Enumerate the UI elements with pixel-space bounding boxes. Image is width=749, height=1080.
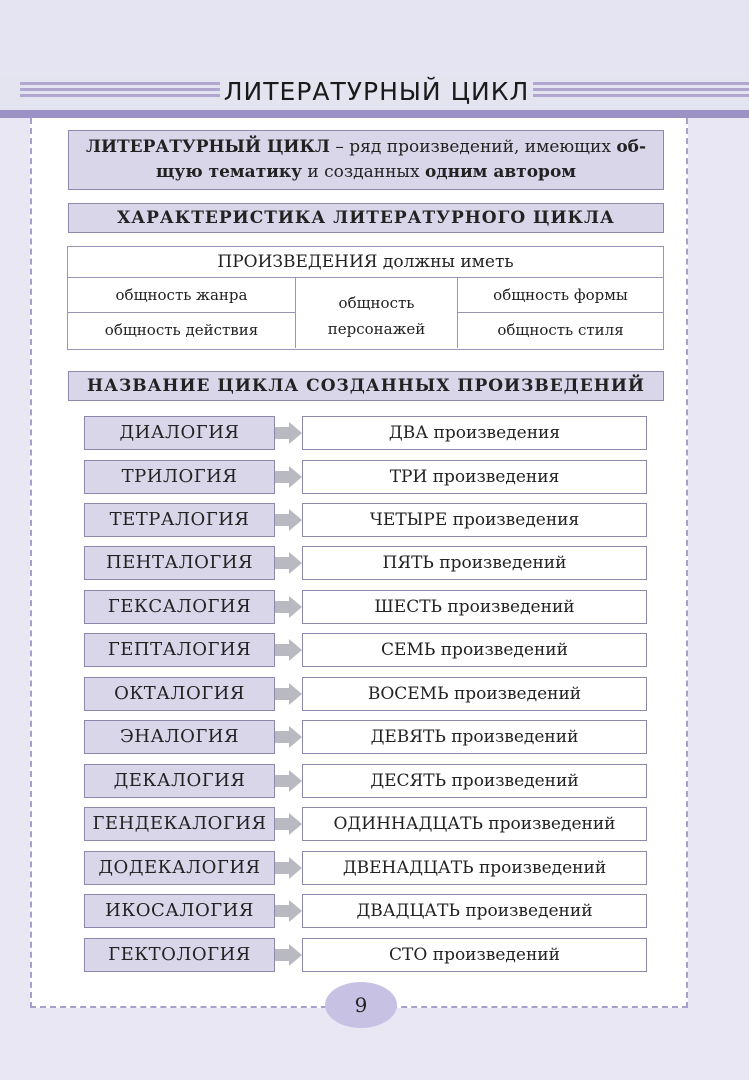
arrow-right-icon <box>275 900 302 922</box>
cycle-name: ГЕКТОЛОГИЯ <box>84 938 275 972</box>
arrow-right-icon <box>275 944 302 966</box>
characteristics-header: ПРОИЗВЕДЕНИЯ должны иметь <box>68 247 663 278</box>
definition-bold-1: об-щую тематику <box>155 137 647 182</box>
cycle-count: ПЯТЬ произведений <box>302 546 647 580</box>
definition-text-2: и созданных <box>302 162 425 182</box>
header-rule <box>0 110 749 118</box>
characteristics-table <box>67 246 664 350</box>
cycle-row <box>0 764 749 800</box>
arrow-right-icon <box>275 857 302 879</box>
cell-characters <box>296 278 457 348</box>
cycle-count: ШЕСТЬ произведений <box>302 590 647 624</box>
cycle-name: ГЕПТАЛОГИЯ <box>84 633 275 667</box>
cycle-count: ДВЕНАДЦАТЬ произведений <box>302 851 647 885</box>
arrow-right-icon <box>275 422 302 444</box>
cell-style: общность стиля <box>457 313 663 348</box>
cycle-name: ЭНАЛОГИЯ <box>84 720 275 754</box>
definition-text-1: – ряд произведений, имеющих <box>329 137 617 157</box>
cycle-count: ТРИ произведения <box>302 460 647 494</box>
cycle-name: ГЕНДЕКАЛОГИЯ <box>84 807 275 841</box>
cycle-count: СТО произведений <box>302 938 647 972</box>
cycle-count: ВОСЕМЬ произведений <box>302 677 647 711</box>
page-title: ЛИТЕРАТУРНЫЙ ЦИКЛ <box>223 77 530 106</box>
cycle-name: ОКТАЛОГИЯ <box>84 677 275 711</box>
cycle-count: СЕМЬ произведений <box>302 633 647 667</box>
definition-box <box>68 130 664 190</box>
arrow-right-icon <box>275 596 302 618</box>
cycle-count: ЧЕТЫРЕ произведения <box>302 503 647 537</box>
arrow-right-icon <box>275 770 302 792</box>
cycle-name: ДОДЕКАЛОГИЯ <box>84 851 275 885</box>
cell-characters-line1: общность <box>338 294 415 312</box>
cycle-count: ОДИННАДЦАТЬ произведений <box>302 807 647 841</box>
header-stripes-left <box>20 82 220 104</box>
cycle-row <box>0 677 749 713</box>
cycle-name: ГЕКСАЛОГИЯ <box>84 590 275 624</box>
cycle-row <box>0 460 749 496</box>
cycle-name: ТЕТРАЛОГИЯ <box>84 503 275 537</box>
cycle-count: ДВАДЦАТЬ произведений <box>302 894 647 928</box>
cycle-row <box>0 503 749 539</box>
cycle-row <box>0 851 749 887</box>
cycle-count: ДЕВЯТЬ произведений <box>302 720 647 754</box>
arrow-right-icon <box>275 813 302 835</box>
arrow-right-icon <box>275 639 302 661</box>
cycle-name: ТРИЛОГИЯ <box>84 460 275 494</box>
characteristics-title: ХАРАКТЕРИСТИКА ЛИТЕРАТУРНОГО ЦИКЛА <box>68 203 664 233</box>
arrow-right-icon <box>275 552 302 574</box>
cycle-name: ДЕКАЛОГИЯ <box>84 764 275 798</box>
cycle-row <box>0 633 749 669</box>
cycle-row <box>0 416 749 452</box>
arrow-right-icon <box>275 466 302 488</box>
cycle-row <box>0 894 749 930</box>
cell-form: общность формы <box>457 278 663 313</box>
cycle-row <box>0 720 749 756</box>
header-stripes-right <box>533 82 749 104</box>
definition-bold-2: одним автором <box>424 162 577 182</box>
arrow-right-icon <box>275 726 302 748</box>
cycle-row <box>0 938 749 974</box>
cycle-count: ДЕСЯТЬ произведений <box>302 764 647 798</box>
cycle-row <box>0 546 749 582</box>
cycle-row <box>0 590 749 626</box>
arrow-right-icon <box>275 509 302 531</box>
cycle-count: ДВА произведения <box>302 416 647 450</box>
cycle-name: ИКОСАЛОГИЯ <box>84 894 275 928</box>
cell-characters-line2: персонажей <box>327 320 426 338</box>
header-band <box>0 0 749 75</box>
cycle-name: ПЕНТАЛОГИЯ <box>84 546 275 580</box>
cycles-title: НАЗВАНИЕ ЦИКЛА СОЗДАННЫХ ПРОИЗВЕДЕНИЙ <box>68 371 664 401</box>
arrow-right-icon <box>275 683 302 705</box>
cell-genre: общность жанра <box>68 278 296 313</box>
definition-term: ЛИТЕРАТУРНЫЙ ЦИКЛ <box>85 137 330 157</box>
cycle-row <box>0 807 749 843</box>
cycle-name: ДИАЛОГИЯ <box>84 416 275 450</box>
page-number: 9 <box>325 982 397 1028</box>
cell-action: общность действия <box>68 313 296 348</box>
